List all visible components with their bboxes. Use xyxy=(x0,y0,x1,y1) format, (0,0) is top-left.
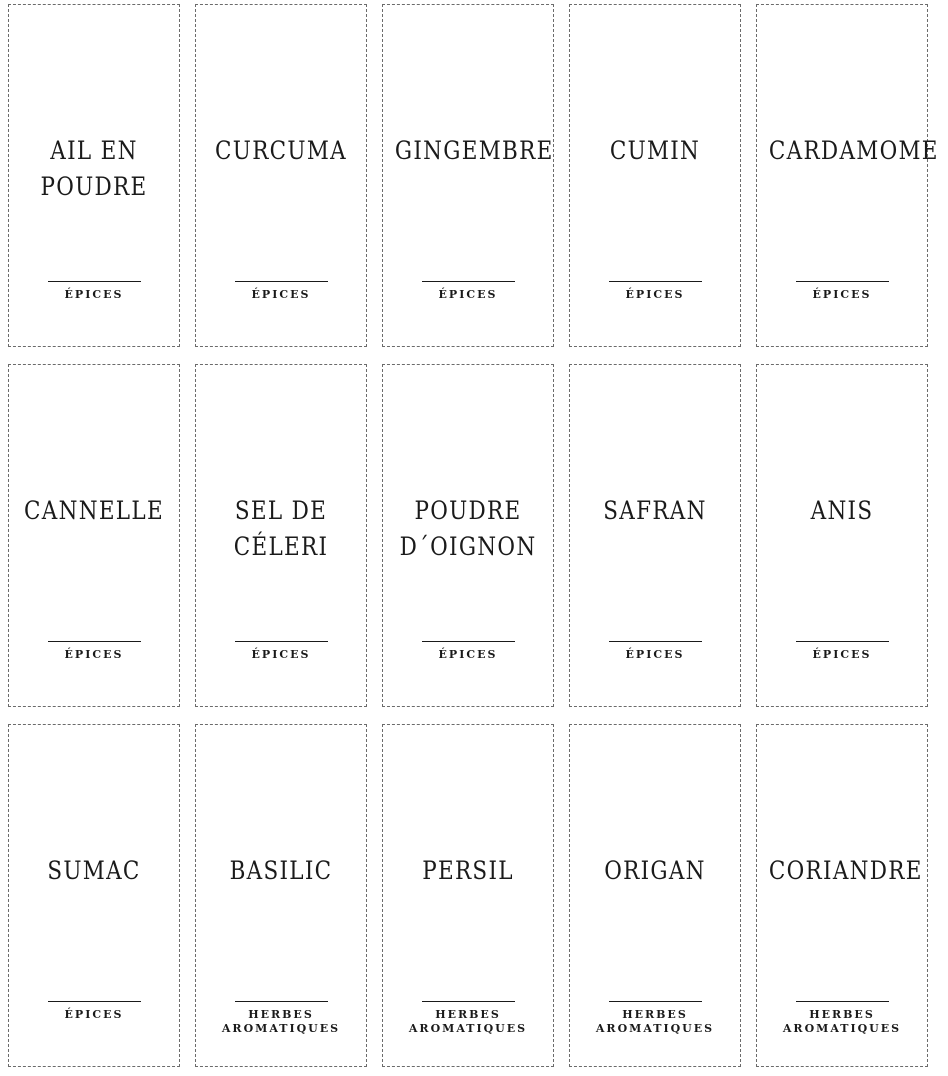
label-title-line: D´OIGNON xyxy=(399,532,537,561)
label-title-line: BASILIC xyxy=(229,856,333,885)
label-category xyxy=(9,1008,179,1022)
label-category-line: AROMATIQUES xyxy=(595,1022,715,1035)
label-divider xyxy=(48,1001,141,1002)
label-category xyxy=(757,1008,927,1036)
label-title xyxy=(21,853,167,889)
spice-label xyxy=(8,364,180,707)
label-category-line: ÉPICES xyxy=(64,648,124,661)
label-title xyxy=(21,493,167,529)
label-category-line: ÉPICES xyxy=(64,288,124,301)
label-category xyxy=(757,648,927,662)
spice-label xyxy=(195,4,367,347)
label-divider xyxy=(796,281,889,282)
label-title-line: PERSIL xyxy=(422,856,514,885)
label-title xyxy=(768,133,939,169)
label-divider xyxy=(796,641,889,642)
label-title-line: POUDRE xyxy=(40,172,148,201)
label-title xyxy=(21,133,167,205)
label-category xyxy=(196,288,366,302)
label-title xyxy=(768,853,923,889)
label-category xyxy=(757,288,927,302)
label-divider xyxy=(609,281,702,282)
label-category-line: ÉPICES xyxy=(64,1008,124,1021)
label-divider xyxy=(796,1001,889,1002)
label-title-line: CORIANDRE xyxy=(768,856,923,885)
label-category-line: HERBES xyxy=(248,1008,314,1021)
label-title xyxy=(208,493,354,565)
label-title-line: POUDRE xyxy=(414,496,522,525)
label-title xyxy=(582,853,728,889)
spice-label xyxy=(382,4,554,347)
label-title xyxy=(395,493,541,565)
spice-label xyxy=(569,4,741,347)
spice-label xyxy=(382,364,554,707)
label-title-line: SAFRAN xyxy=(603,496,707,525)
label-category-line: HERBES xyxy=(809,1008,875,1021)
label-category-line: ÉPICES xyxy=(625,288,685,301)
label-divider xyxy=(422,641,515,642)
label-title-line: ANIS xyxy=(810,496,874,525)
label-category-line: ÉPICES xyxy=(438,288,498,301)
herb-label xyxy=(195,724,367,1067)
label-category xyxy=(383,288,553,302)
label-category-line: HERBES xyxy=(435,1008,501,1021)
label-category-line: ÉPICES xyxy=(625,648,685,661)
label-divider xyxy=(609,641,702,642)
label-category-line: ÉPICES xyxy=(812,288,872,301)
label-title xyxy=(208,853,354,889)
label-divider xyxy=(235,1001,328,1002)
label-title-line: ORIGAN xyxy=(604,856,706,885)
label-category xyxy=(9,288,179,302)
spice-label xyxy=(756,364,928,707)
label-title-line: SEL DE xyxy=(234,496,328,525)
label-divider xyxy=(235,641,328,642)
label-title xyxy=(395,853,541,889)
label-category-line: HERBES xyxy=(622,1008,688,1021)
label-category xyxy=(570,1008,740,1036)
label-category xyxy=(383,648,553,662)
label-category xyxy=(196,1008,366,1036)
label-title-line: CÉLERI xyxy=(233,532,329,561)
label-title xyxy=(582,493,728,529)
label-title-line: AIL EN xyxy=(50,136,138,165)
label-title xyxy=(208,133,354,169)
label-divider xyxy=(609,1001,702,1002)
label-divider xyxy=(48,641,141,642)
label-divider xyxy=(48,281,141,282)
spice-label xyxy=(8,4,180,347)
herb-label xyxy=(756,724,928,1067)
label-sheet xyxy=(8,4,939,1070)
herb-label xyxy=(569,724,741,1067)
label-category-line: AROMATIQUES xyxy=(408,1022,528,1035)
spice-label xyxy=(756,4,939,347)
label-title xyxy=(582,133,728,169)
label-category-line: AROMATIQUES xyxy=(782,1022,902,1035)
label-divider xyxy=(235,281,328,282)
label-title-line: CURCUMA xyxy=(215,136,347,165)
label-title xyxy=(769,493,915,529)
label-category xyxy=(196,648,366,662)
label-category xyxy=(570,288,740,302)
label-category-line: AROMATIQUES xyxy=(221,1022,341,1035)
spice-label xyxy=(8,724,180,1067)
label-title-line: CARDAMOME xyxy=(768,136,939,165)
label-category-line: ÉPICES xyxy=(812,648,872,661)
label-title xyxy=(394,133,554,169)
spice-label xyxy=(569,364,741,707)
label-title-line: CUMIN xyxy=(609,136,701,165)
label-category-line: ÉPICES xyxy=(251,648,311,661)
label-category xyxy=(9,648,179,662)
spice-label xyxy=(195,364,367,707)
label-category xyxy=(383,1008,553,1036)
label-category-line: ÉPICES xyxy=(438,648,498,661)
herb-label xyxy=(382,724,554,1067)
label-title-line: CANNELLE xyxy=(24,496,164,525)
label-category-line: ÉPICES xyxy=(251,288,311,301)
label-title-line: SUMAC xyxy=(47,856,141,885)
label-title-line: GINGEMBRE xyxy=(394,136,554,165)
label-category xyxy=(570,648,740,662)
label-divider xyxy=(422,281,515,282)
label-divider xyxy=(422,1001,515,1002)
